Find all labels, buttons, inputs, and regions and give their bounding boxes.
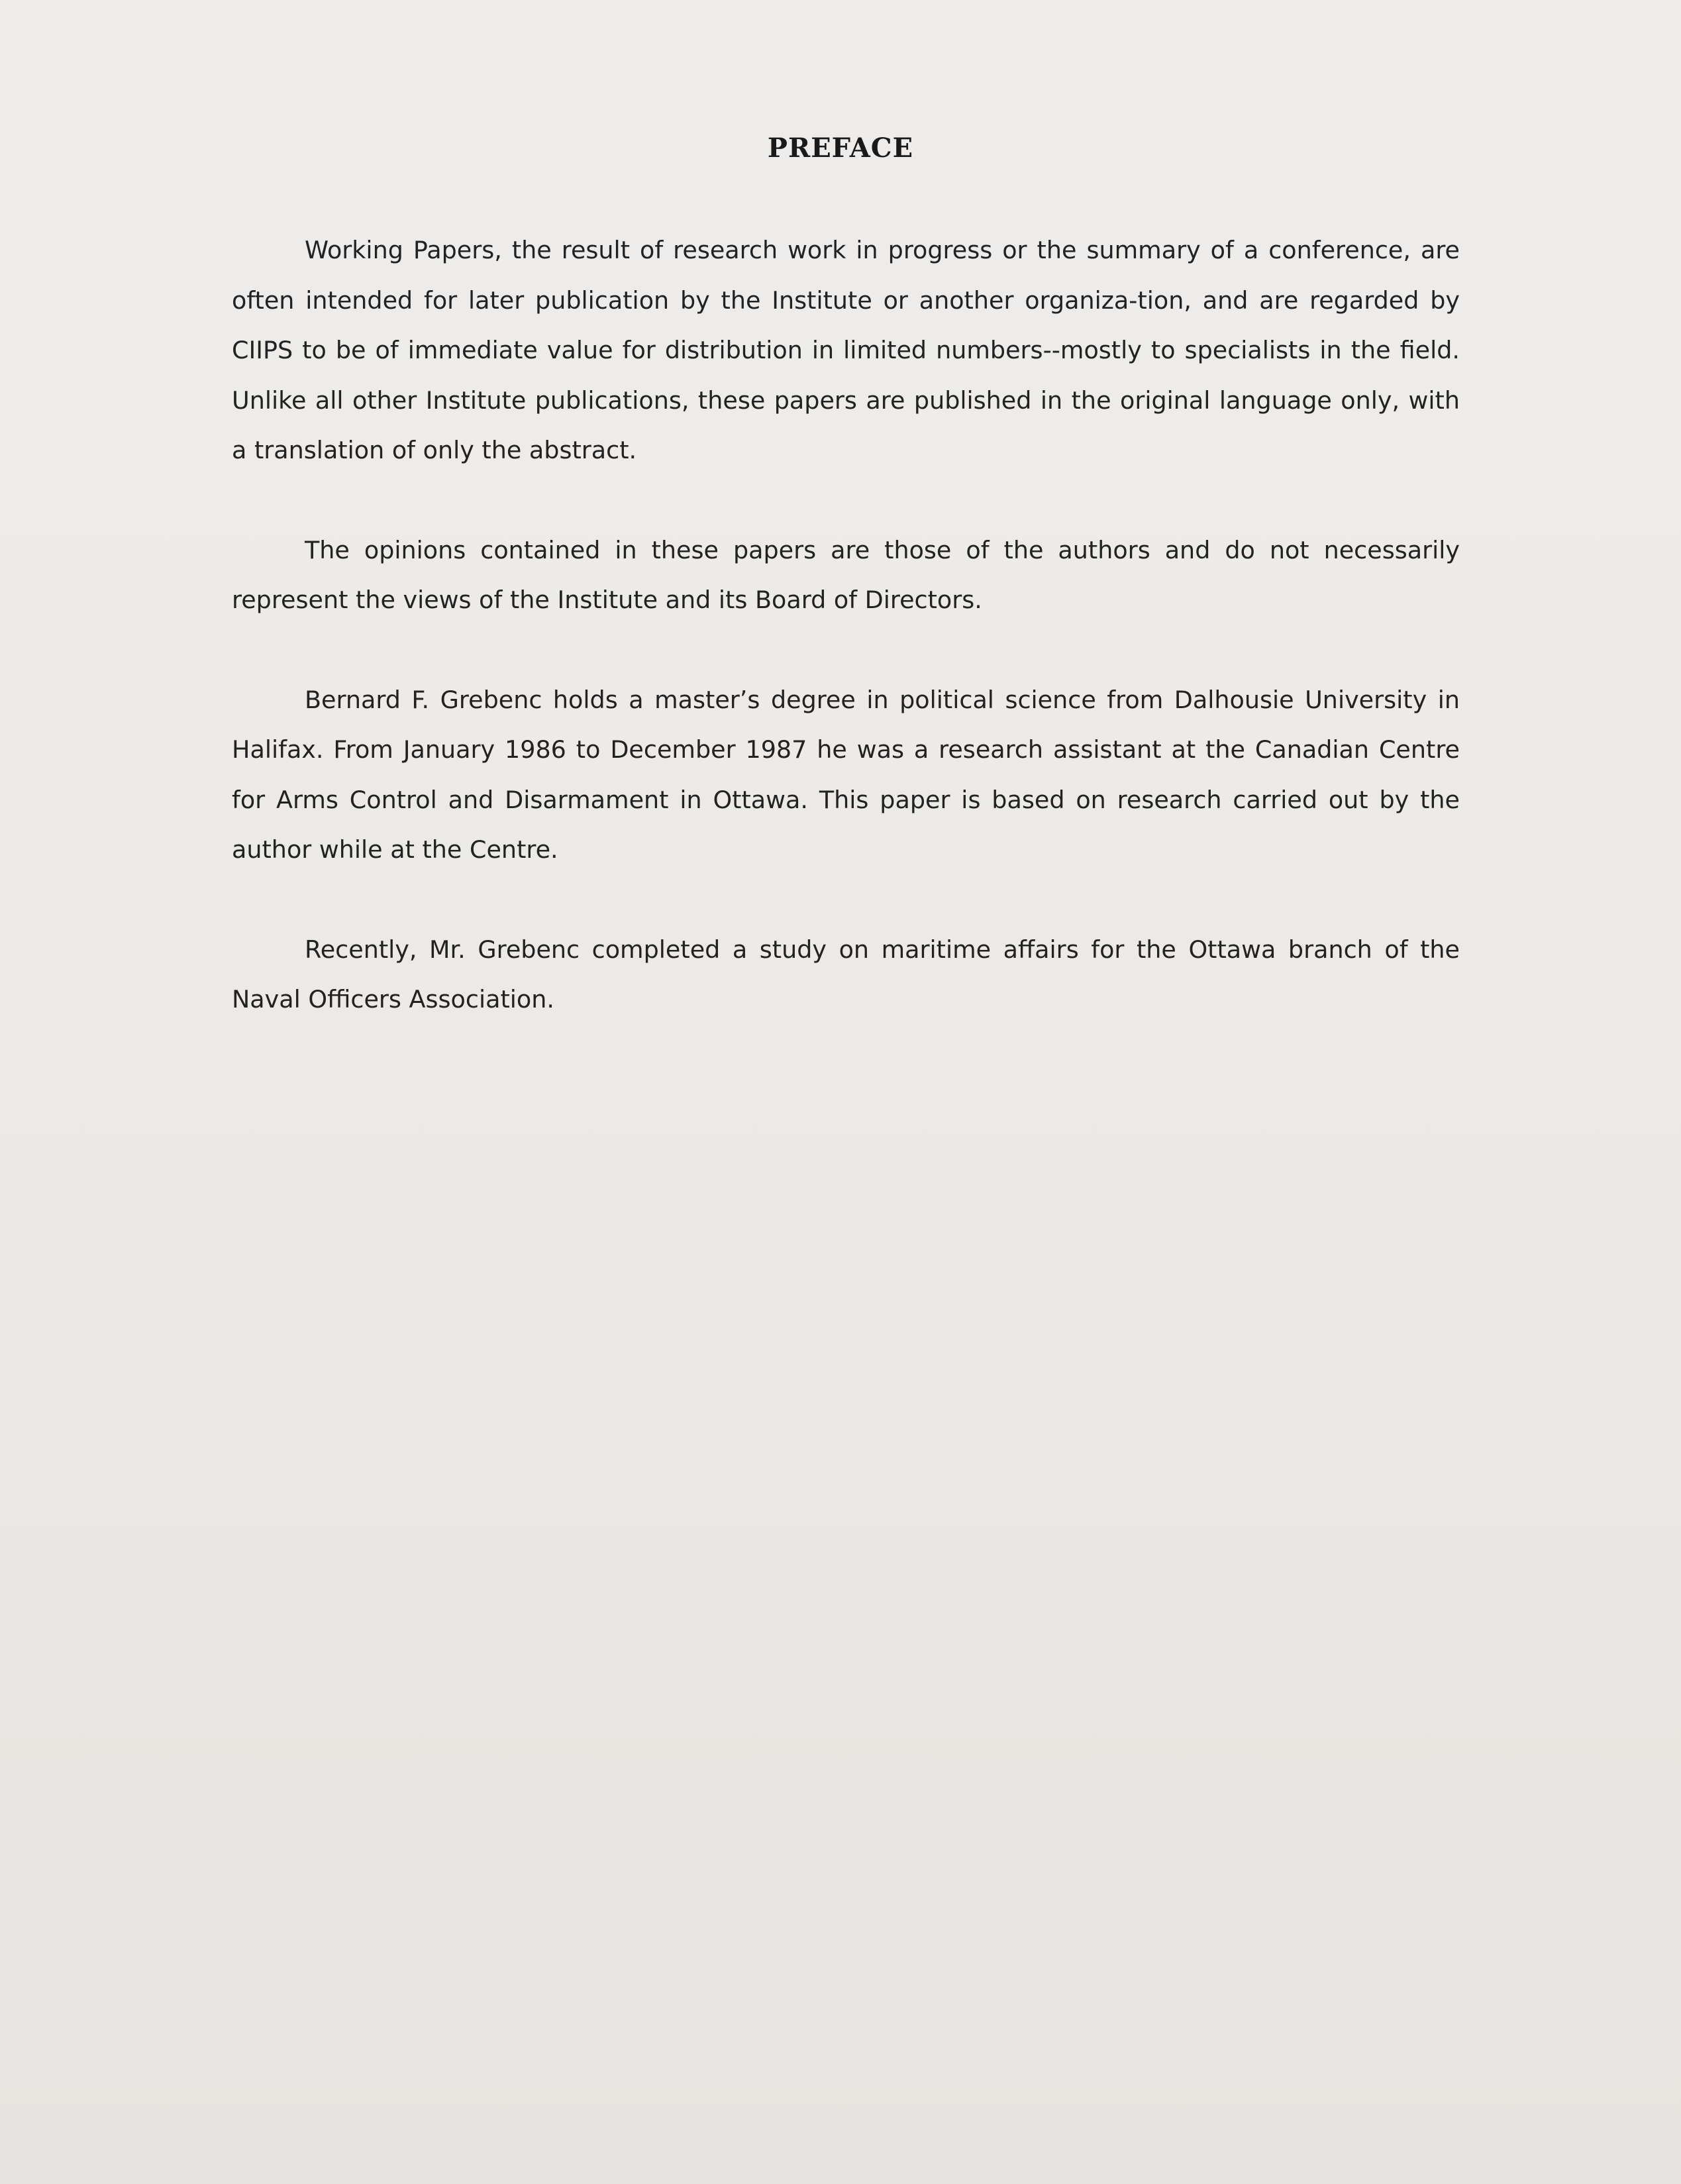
page-title: PREFACE xyxy=(767,132,914,164)
paragraph-recent-study: Recently, Mr. Grebenc completed a study on maritime affairs for the Ottawa branch of the Naval Officers Association. xyxy=(232,935,1460,1014)
paragraph-author-bio: Bernard F. Grebenc holds a master’s degree in political science from Dalhousie University in Halifax. From January 1986 to December 1987 he was a research assistant at the Canadian Centre for Arms Control and Disarmament in Ottawa. This paper is based on research carried out by the author while at the Centre. xyxy=(232,685,1460,864)
paragraph-working-papers: Working Papers, the result of research work in progress or the summary of a conference, are often intended for later publication by the Institute or another organiza-tion, and are regarded by CIIPS to be of immediate value for distribution in limited numbers--mostly to specialists in the field. Unlike all other Institute publications, these papers are published in the original language only, with a translation of only the abstract. xyxy=(232,236,1460,464)
preface-body xyxy=(232,225,1460,1025)
paragraph-opinions: The opinions contained in these papers are those of the authors and do not necessarily represent the views of the Institute and its Board of Directors. xyxy=(232,535,1460,614)
